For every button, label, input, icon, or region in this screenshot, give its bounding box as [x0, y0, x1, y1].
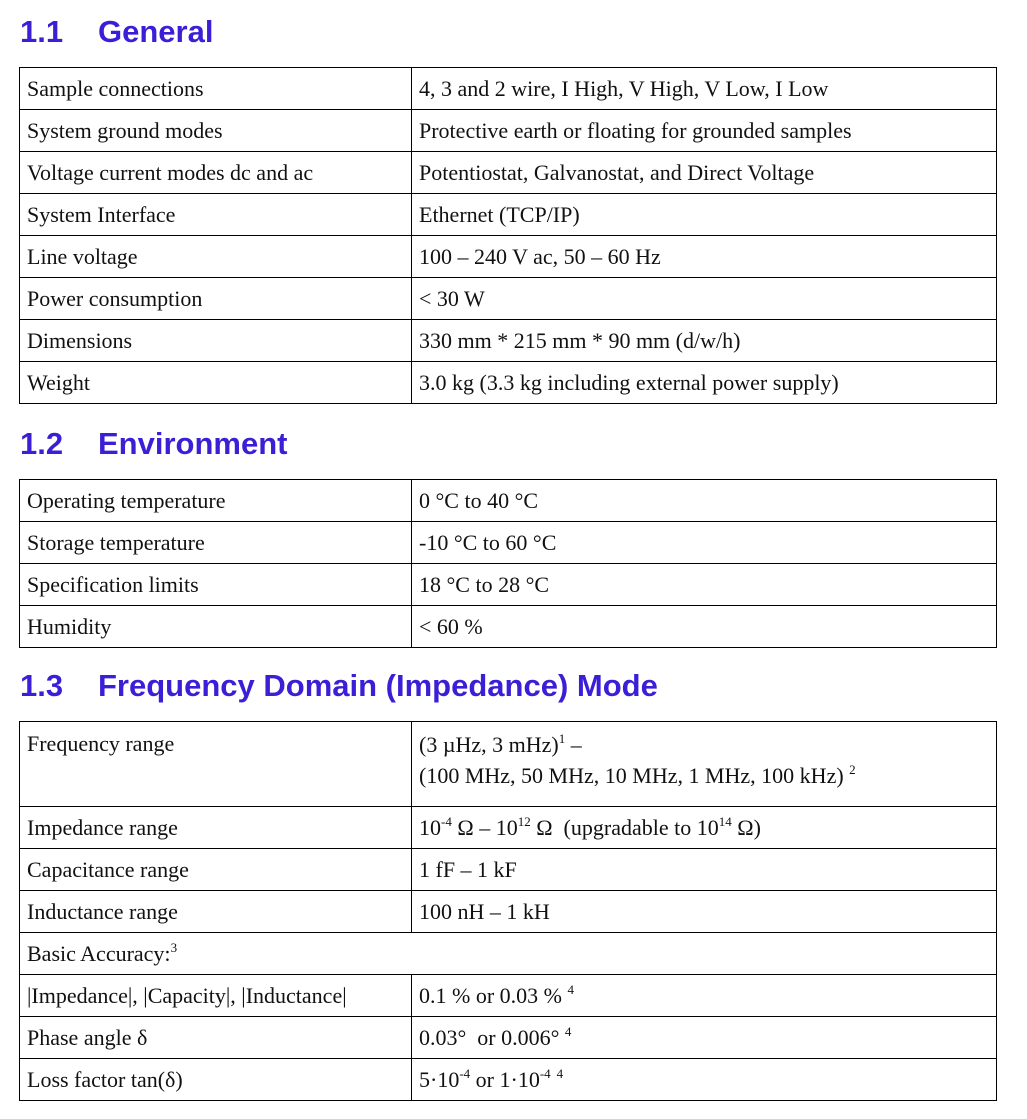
table-row [20, 1059, 997, 1101]
spec-value: Protective earth or floating for grounded samples [412, 110, 997, 152]
section-heading-frequency-domain [20, 670, 658, 701]
value-text: Basic Accuracy: [27, 940, 171, 966]
spec-value [412, 975, 997, 1017]
frequency-range-high [419, 759, 989, 793]
table-row [20, 564, 997, 606]
table-row [20, 891, 997, 933]
table-row [20, 522, 997, 564]
section-title: General [98, 14, 214, 49]
table-row [20, 152, 997, 194]
section-number: 1.2 [20, 426, 64, 461]
table-row [20, 236, 997, 278]
spec-value: Potentiostat, Galvanostat, and Direct Voltage [412, 152, 997, 194]
frequency-range-low [419, 728, 989, 762]
general-spec-table [19, 67, 997, 404]
table-row [20, 320, 997, 362]
spec-value [412, 722, 997, 807]
section-title: Frequency Domain (Impedance) Mode [98, 668, 658, 703]
value-text: 10 [419, 814, 441, 840]
table-row [20, 606, 997, 648]
spec-key: Loss factor tan(δ) [20, 1059, 412, 1101]
footnote-ref: 4 [556, 1065, 564, 1081]
table-row [20, 194, 997, 236]
spec-key: |Impedance|, |Capacity|, |Inductance| [20, 975, 412, 1017]
value-text: 0.1 % or 0.03 % [419, 982, 562, 1008]
exponent: -4 [441, 813, 452, 829]
value-text: (100 MHz, 50 MHz, 10 MHz, 1 MHz, 100 kHz) [419, 763, 844, 788]
spec-key: Specification limits [20, 564, 412, 606]
table-row [20, 68, 997, 110]
spec-value: 4, 3 and 2 wire, I High, V High, V Low, I Low [412, 68, 997, 110]
value-text: 0.03° or 0.006° [419, 1024, 560, 1050]
spec-key: Power consumption [20, 278, 412, 320]
spec-value: 1 fF – 1 kF [412, 849, 997, 891]
table-row [20, 480, 997, 522]
table-row [20, 110, 997, 152]
table-row [20, 807, 997, 849]
section-title: Environment [98, 426, 288, 461]
spec-value: -10 °C to 60 °C [412, 522, 997, 564]
environment-spec-table [19, 479, 997, 648]
section-number: 1.1 [20, 14, 64, 49]
exponent: 12 [517, 813, 531, 829]
value-text: 10 [696, 814, 719, 840]
spec-key: Operating temperature [20, 480, 412, 522]
table-row [20, 1017, 997, 1059]
value-text: or 1·10 [470, 1066, 540, 1092]
footnote-ref: 3 [170, 939, 178, 955]
spec-value: 3.0 kg (3.3 kg including external power supply) [412, 362, 997, 404]
spec-key: Weight [20, 362, 412, 404]
spec-key: Humidity [20, 606, 412, 648]
spec-key: Dimensions [20, 320, 412, 362]
spec-key: Impedance range [20, 807, 412, 849]
frequency-spec-table [19, 721, 997, 1101]
spec-value: < 30 W [412, 278, 997, 320]
section-heading-environment [20, 428, 287, 459]
spec-key: Line voltage [20, 236, 412, 278]
section-number: 1.3 [20, 668, 64, 703]
spec-value: 0 °C to 40 °C [412, 480, 997, 522]
section-heading-general [20, 16, 213, 47]
spec-key: Sample connections [20, 68, 412, 110]
spec-key: Voltage current modes dc and ac [20, 152, 412, 194]
value-text: (3 µHz, 3 mHz) [419, 732, 559, 757]
table-row [20, 362, 997, 404]
spec-value: 100 – 240 V ac, 50 – 60 Hz [412, 236, 997, 278]
spec-key: Frequency range [20, 722, 412, 807]
spec-value: 100 nH – 1 kH [412, 891, 997, 933]
value-text: Ω) [731, 814, 761, 840]
accuracy-subheading [20, 933, 997, 975]
value-text: 10 [495, 814, 518, 840]
spec-key: Inductance range [20, 891, 412, 933]
spec-key: Phase angle δ [20, 1017, 412, 1059]
value-text: 5·10 [419, 1066, 460, 1092]
spec-value [412, 1017, 997, 1059]
spec-key: System Interface [20, 194, 412, 236]
spec-value [412, 1059, 997, 1101]
spec-key: Capacitance range [20, 849, 412, 891]
spec-key: System ground modes [20, 110, 412, 152]
exponent: -4 [459, 1065, 471, 1081]
value-text: Ω (upgradable to [530, 814, 697, 840]
table-row [20, 849, 997, 891]
exponent: 14 [718, 813, 732, 829]
spec-key: Storage temperature [20, 522, 412, 564]
spec-value: Ethernet (TCP/IP) [412, 194, 997, 236]
footnote-ref: 1 [558, 731, 566, 746]
footnote-ref: 4 [567, 981, 574, 997]
table-row [20, 933, 997, 975]
spec-value: < 60 % [412, 606, 997, 648]
footnote-ref: 4 [564, 1023, 572, 1039]
spec-value: 18 °C to 28 °C [412, 564, 997, 606]
value-text: – [565, 732, 582, 757]
spec-value: 330 mm * 215 mm * 90 mm (d/w/h) [412, 320, 997, 362]
table-row [20, 278, 997, 320]
spec-value [412, 807, 997, 849]
value-text: Ω – [451, 814, 496, 840]
table-row [20, 975, 997, 1017]
table-row [20, 722, 997, 807]
exponent: -4 [539, 1065, 551, 1081]
footnote-ref: 2 [849, 762, 856, 777]
